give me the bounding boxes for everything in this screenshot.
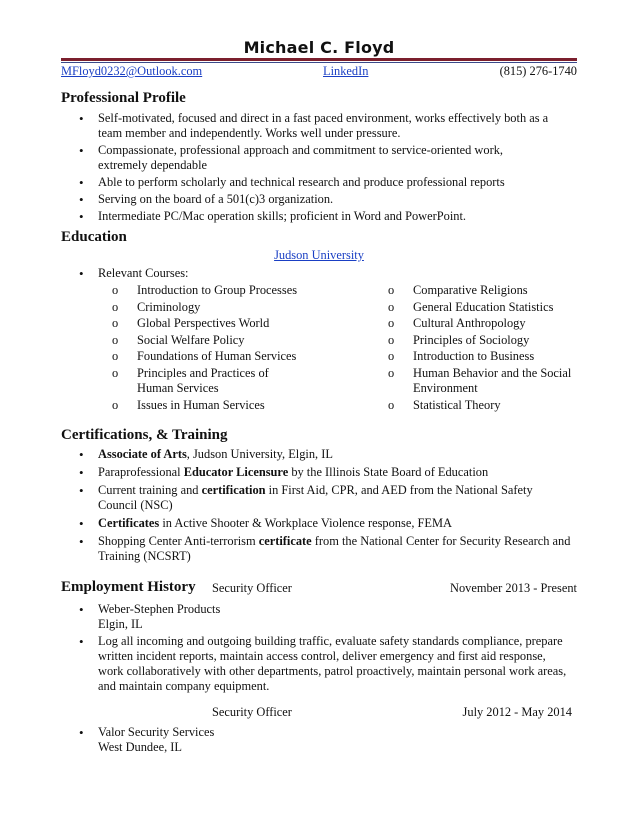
phone-number: (815) 276-1740	[499, 64, 577, 78]
school-link[interactable]: Judson University	[274, 248, 364, 262]
relevant-courses-label: • Relevant Courses:	[61, 266, 577, 281]
course-item: o General Education Statistics	[384, 300, 584, 316]
job-dates: July 2012 - May 2014	[462, 705, 572, 719]
course-item: o Cultural Anthropology	[384, 316, 584, 332]
certifications-heading: Certifications, & Training	[61, 427, 228, 443]
course-item: o Introduction to Group Processes	[108, 283, 338, 299]
course-item: o Global Perspectives World	[108, 316, 338, 332]
profile-item: • Able to perform scholarly and technical research and produce professional reports	[61, 175, 577, 190]
profile-heading: Professional Profile	[61, 90, 186, 106]
certification-item	[61, 447, 577, 462]
course-item: o Statistical Theory	[384, 398, 584, 414]
education-heading: Education	[61, 229, 127, 245]
cert-bold: certificate	[258, 534, 312, 548]
cert-bold: Certificates	[98, 516, 160, 530]
profile-item: • Serving on the board of a 501(c)3 organization.	[61, 192, 577, 207]
email-link[interactable]: MFloyd0232@Outlook.com	[61, 64, 203, 78]
employer-name: Weber-Stephen Products	[98, 602, 221, 616]
employer-item	[61, 725, 577, 755]
cert-text: Current training and	[98, 483, 202, 497]
cert-text: in Active Shooter & Workplace Violence response, FEMA	[159, 516, 452, 530]
job-row-2	[61, 705, 577, 721]
employer-location: West Dundee, IL	[98, 740, 182, 754]
school-row	[0, 248, 638, 263]
course-item: o Criminology	[108, 300, 338, 316]
linkedin-link[interactable]: LinkedIn	[323, 64, 369, 78]
employment-header-row	[61, 581, 577, 597]
job-details-list	[61, 602, 577, 696]
employer-name: Valor Security Services	[98, 725, 215, 739]
job2-details-list	[61, 725, 577, 757]
cert-text: in First Aid, CPR, and AED from the National Safety Council (NSC)	[98, 483, 533, 512]
courses-right	[384, 283, 584, 415]
cert-bold: Associate of Arts	[98, 447, 187, 461]
certifications-list	[61, 447, 577, 566]
cert-bold: Educator Licensure	[183, 465, 289, 479]
cert-text: Shopping Center Anti-terrorism	[98, 534, 259, 548]
course-item: o Principles of Sociology	[384, 333, 584, 349]
employer-location: Elgin, IL	[98, 617, 143, 631]
profile-item: • Self-motivated, focused and direct in a fast paced environment, works effectively both as a team member and independently. Works well under pressure.	[61, 111, 577, 141]
resume-name: Michael C. Floyd	[243, 38, 395, 57]
header-divider	[61, 58, 577, 61]
cert-text: by the Illinois State Board of Education	[288, 465, 489, 479]
job-title: Security Officer	[212, 705, 292, 719]
job-title: Security Officer	[212, 581, 292, 595]
profile-list	[61, 111, 577, 226]
job-dates: November 2013 - Present	[450, 581, 577, 595]
courses-left	[108, 283, 338, 415]
course-item: o Principles and Practices of Human Services	[108, 366, 297, 397]
cert-text: Paraprofessional	[98, 465, 184, 479]
course-item: o Issues in Human Services	[108, 398, 338, 414]
course-item: o Foundations of Human Services	[108, 349, 338, 365]
employer-item	[61, 602, 577, 632]
employment-heading: Employment History	[61, 579, 196, 595]
cert-text: , Judson University, Elgin, IL	[186, 447, 333, 461]
profile-item: • Intermediate PC/Mac operation skills; proficient in Word and PowerPoint.	[61, 209, 577, 224]
certification-item	[61, 483, 577, 513]
cert-text: from the National Center for Security Research and Training (NCSRT)	[98, 534, 571, 563]
certification-item	[61, 516, 577, 531]
cert-bold: certification	[201, 483, 266, 497]
certification-item	[61, 534, 577, 564]
certification-item	[61, 465, 577, 480]
header-divider-thin	[61, 62, 577, 63]
education-list	[61, 266, 577, 283]
job-duties: • Log all incoming and outgoing building traffic, evaluate safety standards compliance, prepare written incident reports, maintain access control, deliver emergency and first aid response, work collaboratively with other departments, patrol proactively, maintain personal work areas, and maintain company equipment.	[61, 634, 577, 694]
course-item: o Introduction to Business	[384, 349, 584, 365]
profile-item: • Compassionate, professional approach and commitment to service-oriented work, extremely dependable	[61, 143, 577, 173]
course-item: o Comparative Religions	[384, 283, 584, 299]
contact-row	[61, 64, 577, 80]
course-item: o Social Welfare Policy	[108, 333, 338, 349]
course-item: o Human Behavior and the Social Environment	[384, 366, 584, 397]
